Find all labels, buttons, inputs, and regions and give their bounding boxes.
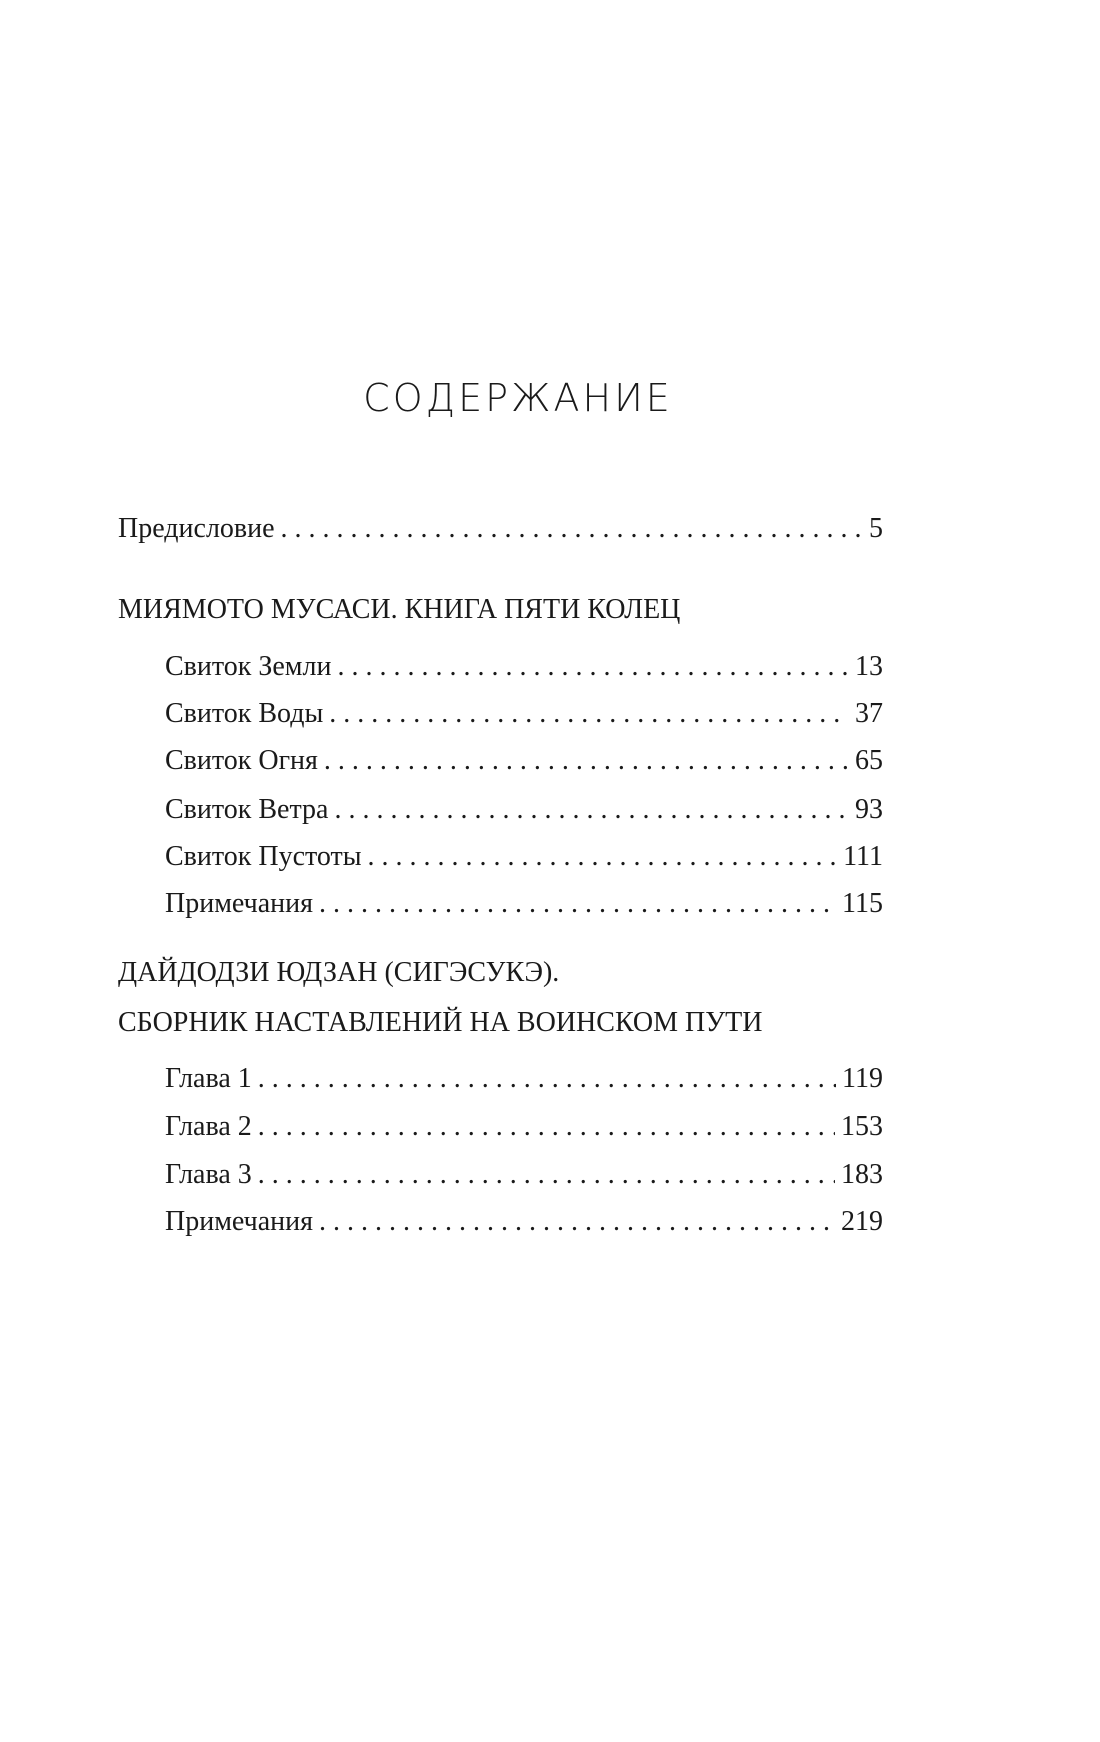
toc-page-number: 93 bbox=[855, 794, 883, 825]
toc-entry[interactable] bbox=[165, 744, 883, 778]
toc-page-number: 111 bbox=[843, 841, 883, 872]
dot-leader bbox=[281, 512, 863, 546]
toc-page-number: 219 bbox=[841, 1206, 883, 1237]
toc-entry-label: Глава 2 bbox=[165, 1111, 252, 1142]
toc-entry[interactable] bbox=[165, 697, 883, 731]
toc-entry-label: Свиток Огня bbox=[165, 745, 318, 776]
toc-entry[interactable] bbox=[165, 887, 883, 921]
dot-leader bbox=[337, 650, 849, 684]
dot-leader bbox=[329, 697, 849, 731]
dot-leader bbox=[319, 887, 836, 921]
toc-page-number: 65 bbox=[855, 745, 883, 776]
toc-entry-label: Свиток Воды bbox=[165, 698, 324, 729]
toc-page-number: 37 bbox=[855, 698, 883, 729]
toc-entry-label: Примечания bbox=[165, 888, 314, 919]
toc-page-number: 153 bbox=[841, 1111, 883, 1142]
toc-page-number: 5 bbox=[869, 513, 883, 544]
toc-entry-preface[interactable] bbox=[118, 512, 883, 546]
toc-entry-label: Глава 1 bbox=[165, 1063, 252, 1094]
toc-entry-label: Свиток Пустоты bbox=[165, 841, 362, 872]
toc-entry[interactable] bbox=[165, 1110, 883, 1144]
toc-entry-label: Примечания bbox=[165, 1206, 314, 1237]
section-heading: СБОРНИК НАСТАВЛЕНИЙ НА ВОИНСКОМ ПУТИ bbox=[118, 1007, 763, 1038]
toc-entry[interactable] bbox=[165, 840, 883, 874]
toc-page-number: 119 bbox=[842, 1063, 883, 1094]
toc-entry[interactable] bbox=[165, 793, 883, 827]
dot-leader bbox=[319, 1205, 835, 1239]
toc-entry-label: Глава 3 bbox=[165, 1159, 252, 1190]
toc-page-number: 13 bbox=[855, 651, 883, 682]
toc-page-number: 183 bbox=[841, 1159, 883, 1190]
section-heading: МИЯМОТО МУСАСИ. КНИГА ПЯТИ КОЛЕЦ bbox=[118, 594, 681, 625]
toc-entry[interactable] bbox=[165, 650, 883, 684]
dot-leader bbox=[258, 1158, 835, 1192]
toc-page-number: 115 bbox=[842, 888, 883, 919]
dot-leader bbox=[324, 744, 849, 778]
dot-leader bbox=[258, 1110, 835, 1144]
toc-entry[interactable] bbox=[165, 1205, 883, 1239]
toc-entry[interactable] bbox=[165, 1158, 883, 1192]
dot-leader bbox=[368, 840, 838, 874]
page-title: СОДЕРЖАНИЕ bbox=[363, 376, 673, 420]
section-heading: ДАЙДОДЗИ ЮДЗАН (СИГЭСУКЭ). bbox=[118, 957, 560, 988]
toc-entry-label: Свиток Ветра bbox=[165, 794, 329, 825]
dot-leader bbox=[334, 793, 849, 827]
toc-entry-label: Свиток Земли bbox=[165, 651, 332, 682]
toc-entry[interactable] bbox=[165, 1062, 883, 1096]
dot-leader bbox=[258, 1062, 836, 1096]
toc-entry-label: Предисловие bbox=[118, 513, 275, 544]
